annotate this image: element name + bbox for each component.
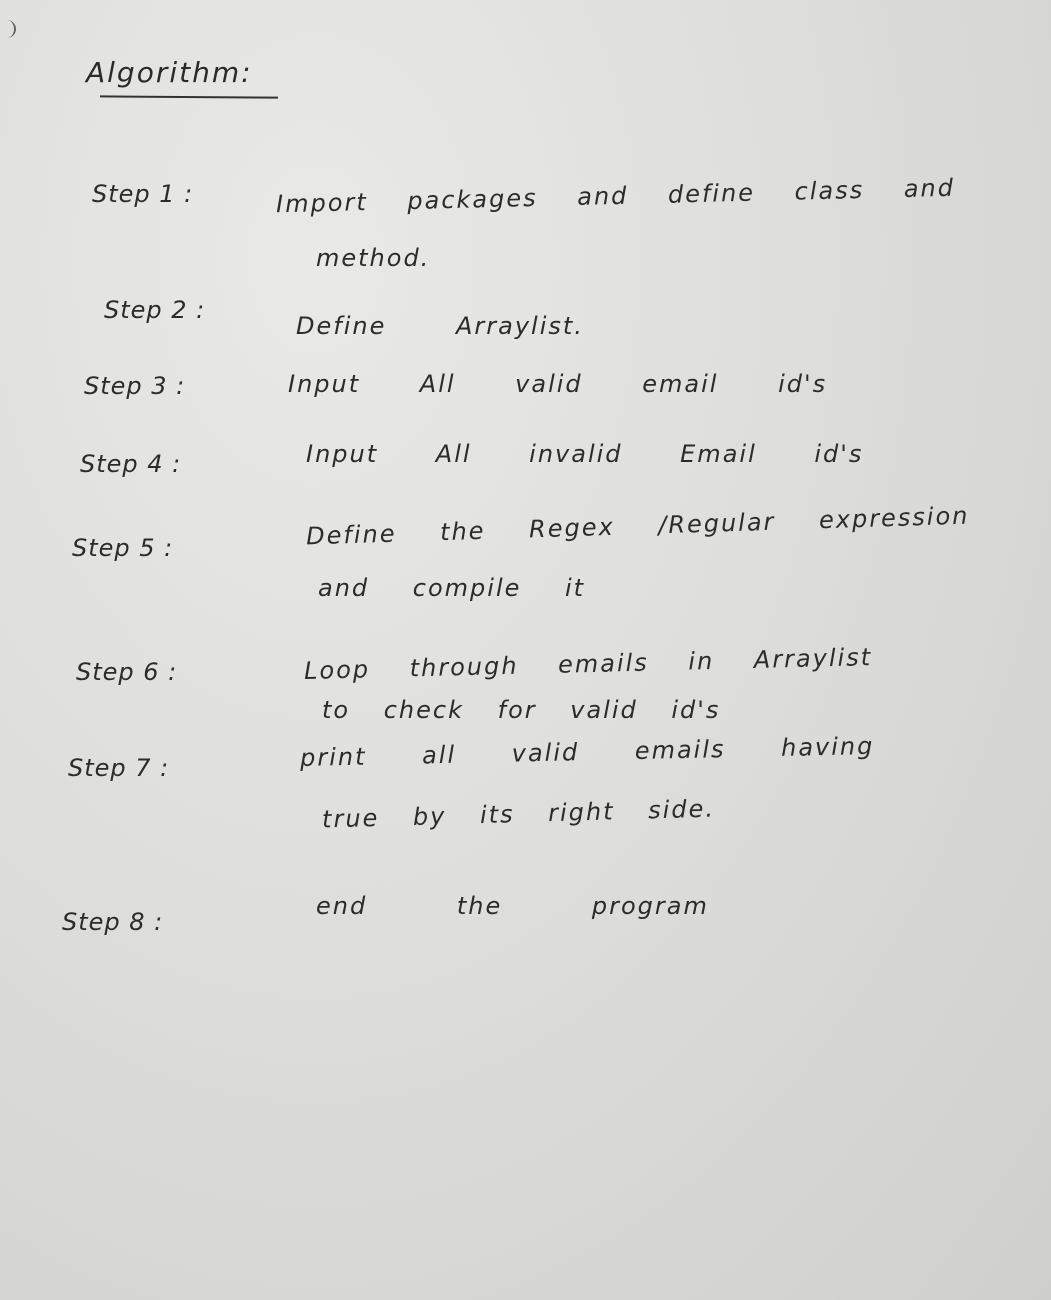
step-text: Input All invalid Email id's bbox=[306, 440, 864, 468]
step-label: Step 6 : bbox=[76, 658, 178, 686]
step-text: method. bbox=[316, 244, 431, 272]
step-label: Step 4 : bbox=[80, 450, 182, 478]
title-underline bbox=[100, 95, 278, 98]
step-label: Step 8 : bbox=[62, 908, 164, 936]
page-edge-mark bbox=[0, 20, 16, 38]
step-label: Step 7 : bbox=[68, 754, 170, 782]
step-label: Step 2 : bbox=[104, 296, 206, 324]
step-text: Define the Regex /Regular expression bbox=[305, 501, 970, 551]
step-text: print all valid emails having bbox=[299, 731, 875, 773]
step-text: to check for valid id's bbox=[322, 696, 721, 724]
page-title: Algorithm: bbox=[86, 56, 253, 89]
step-text: and compile it bbox=[318, 574, 586, 602]
step-text: Input All valid email id's bbox=[288, 370, 828, 398]
step-text: Loop through emails in Arraylist bbox=[303, 643, 873, 685]
step-text: end the program bbox=[316, 892, 709, 920]
step-text: true by its right side. bbox=[321, 794, 716, 834]
step-text: Define Arraylist. bbox=[296, 312, 584, 340]
step-text: Import packages and define class and bbox=[275, 173, 956, 219]
step-label: Step 5 : bbox=[72, 534, 174, 562]
step-label: Step 1 : bbox=[92, 180, 194, 208]
step-label: Step 3 : bbox=[84, 372, 186, 400]
